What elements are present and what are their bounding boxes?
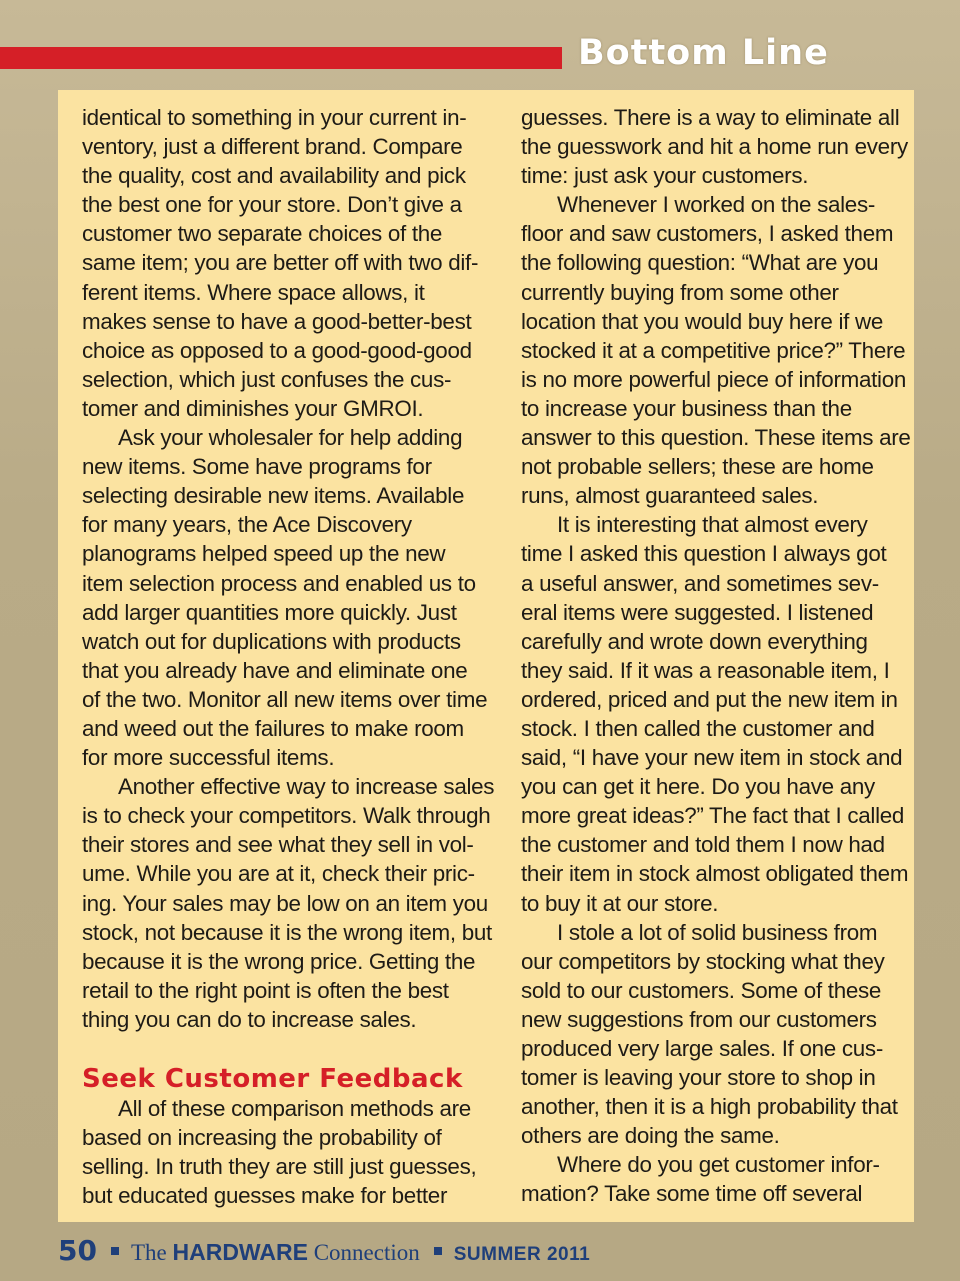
text-line: watch out for duplications with products bbox=[82, 628, 461, 654]
text-line: not probable sellers; these are home bbox=[521, 454, 874, 480]
publication-bold: HARDWARE bbox=[172, 1239, 308, 1265]
separator-square-icon bbox=[111, 1247, 119, 1255]
text-line: the customer and told them I now had bbox=[521, 832, 885, 858]
text-line: the quality, cost and availability and pick bbox=[82, 163, 466, 189]
text-line: more great ideas?” The fact that I called bbox=[521, 803, 905, 829]
text-line: selecting desirable new items. Available bbox=[82, 483, 465, 509]
text-line: stock. I then called the customer and bbox=[521, 715, 875, 741]
text-line: our competitors by stocking what they bbox=[521, 948, 885, 974]
text-line: currently buying from some other bbox=[521, 279, 839, 305]
text-line: stocked it at a competitive price?” There bbox=[521, 337, 906, 363]
text-line: others are doing the same. bbox=[521, 1123, 780, 1149]
text-line: carefully and wrote down everything bbox=[521, 628, 868, 654]
text-line: It is interesting that almost every bbox=[557, 512, 868, 538]
text-line: of the two. Monitor all new items over time bbox=[82, 686, 488, 712]
text-line: All of these comparison methods are bbox=[118, 1096, 471, 1121]
separator-square-icon bbox=[434, 1247, 442, 1255]
text-line: answer to this question. These items are bbox=[521, 425, 911, 451]
text-line: to increase your business than the bbox=[521, 395, 852, 421]
text-line: retail to the right point is often the best bbox=[82, 977, 449, 1003]
text-line: because it is the wrong price. Getting the bbox=[82, 948, 476, 974]
text-line: produced very large sales. If one cus- bbox=[521, 1036, 883, 1061]
publication-name bbox=[131, 1239, 420, 1266]
text-line: location that you would buy here if we bbox=[521, 308, 884, 334]
paragraph-spacer bbox=[82, 1034, 494, 1063]
text-line: time: just ask your customers. bbox=[521, 163, 809, 189]
text-line: ventory, just a different brand. Compare bbox=[82, 134, 463, 160]
article-left-column bbox=[82, 103, 494, 1210]
text-line: based on increasing the probability of bbox=[82, 1125, 442, 1151]
text-line: selection, which just confuses the cus- bbox=[82, 366, 452, 392]
text-line: I stole a lot of solid business from bbox=[557, 919, 878, 945]
article-right-column bbox=[521, 103, 911, 1209]
text-line: eral items were suggested. I listened bbox=[521, 599, 874, 625]
text-line: Where do you get customer infor- bbox=[557, 1152, 880, 1178]
text-line: customer two separate choices of the bbox=[82, 221, 443, 247]
text-line: said, “I have your new item in stock and bbox=[521, 745, 903, 771]
text-line: Another effective way to increase sales bbox=[118, 774, 495, 800]
text-line: same item; you are better off with two dif- bbox=[82, 250, 479, 276]
text-line: another, then it is a high probability that bbox=[521, 1094, 898, 1120]
text-line: and weed out the failures to make room bbox=[82, 715, 464, 741]
text-line: choice as opposed to a good-good-good bbox=[82, 337, 472, 363]
text-line: the guesswork and hit a home run every bbox=[521, 134, 908, 160]
subheading-seek-customer-feedback: Seek Customer Feedback bbox=[82, 1064, 463, 1094]
text-line: is no more powerful piece of information bbox=[521, 366, 907, 392]
text-line: tomer and diminishes your GMROI. bbox=[82, 395, 424, 421]
text-line: mation? Take some time off several bbox=[521, 1181, 863, 1207]
text-line: for more successful items. bbox=[82, 745, 335, 771]
text-line: item selection process and enabled us to bbox=[82, 570, 476, 596]
text-line: but educated guesses make for better bbox=[82, 1183, 448, 1209]
left-column-text-after bbox=[82, 1094, 494, 1210]
text-line: ferent items. Where space allows, it bbox=[82, 279, 425, 305]
header-red-bar bbox=[0, 47, 562, 69]
text-line: stock, not because it is the wrong item, but bbox=[82, 919, 492, 945]
text-line: their item in stock almost obligated them bbox=[521, 861, 909, 887]
text-line: ing. Your sales may be low on an item you bbox=[82, 890, 488, 916]
text-line: add larger quantities more quickly. Just bbox=[82, 599, 457, 625]
text-line: ume. While you are at it, check their pric- bbox=[82, 861, 475, 887]
text-line: ordered, priced and put the new item in bbox=[521, 686, 898, 712]
text-line: floor and saw customers, I asked them bbox=[521, 221, 894, 247]
issue-date: SUMMER 2011 bbox=[453, 1244, 591, 1265]
text-line: that you already have and eliminate one bbox=[82, 657, 468, 683]
text-line: for many years, the Ace Discovery bbox=[82, 512, 412, 538]
text-line: identical to something in your current in- bbox=[82, 105, 467, 130]
text-line: thing you can do to increase sales. bbox=[82, 1006, 417, 1032]
text-line: is to check your competitors. Walk through bbox=[82, 803, 491, 829]
text-line: runs, almost guaranteed sales. bbox=[521, 483, 819, 509]
text-line: they said. If it was a reasonable item, I bbox=[521, 657, 890, 683]
text-line: to buy it at our store. bbox=[521, 890, 719, 916]
publication-suffix: Connection bbox=[307, 1240, 420, 1265]
text-line: selling. In truth they are still just guesses, bbox=[82, 1154, 477, 1180]
text-line: tomer is leaving your store to shop in bbox=[521, 1065, 876, 1091]
text-line: Ask your wholesaler for help adding bbox=[118, 425, 463, 451]
page-number: 50 bbox=[58, 1234, 97, 1267]
right-column-text bbox=[521, 103, 911, 1209]
text-line: new items. Some have programs for bbox=[82, 454, 432, 480]
text-line: planograms helped speed up the new bbox=[82, 541, 446, 567]
text-line: makes sense to have a good-better-best bbox=[82, 308, 472, 334]
section-title: Bottom Line bbox=[578, 33, 829, 73]
text-line: guesses. There is a way to eliminate all bbox=[521, 105, 900, 130]
text-line: you can get it here. Do you have any bbox=[521, 774, 875, 800]
text-line: new suggestions from our customers bbox=[521, 1006, 877, 1032]
text-line: their stores and see what they sell in vol- bbox=[82, 832, 474, 858]
left-column-text bbox=[82, 103, 494, 1034]
text-line: time I asked this question I always got bbox=[521, 541, 887, 567]
text-line: sold to our customers. Some of these bbox=[521, 977, 882, 1003]
page-footer bbox=[58, 1234, 590, 1270]
text-line: the best one for your store. Don’t give a bbox=[82, 192, 462, 218]
text-line: a useful answer, and sometimes sev- bbox=[521, 570, 879, 596]
text-line: the following question: “What are you bbox=[521, 250, 879, 276]
publication-prefix: The bbox=[130, 1240, 173, 1265]
text-line: Whenever I worked on the sales- bbox=[557, 192, 876, 218]
